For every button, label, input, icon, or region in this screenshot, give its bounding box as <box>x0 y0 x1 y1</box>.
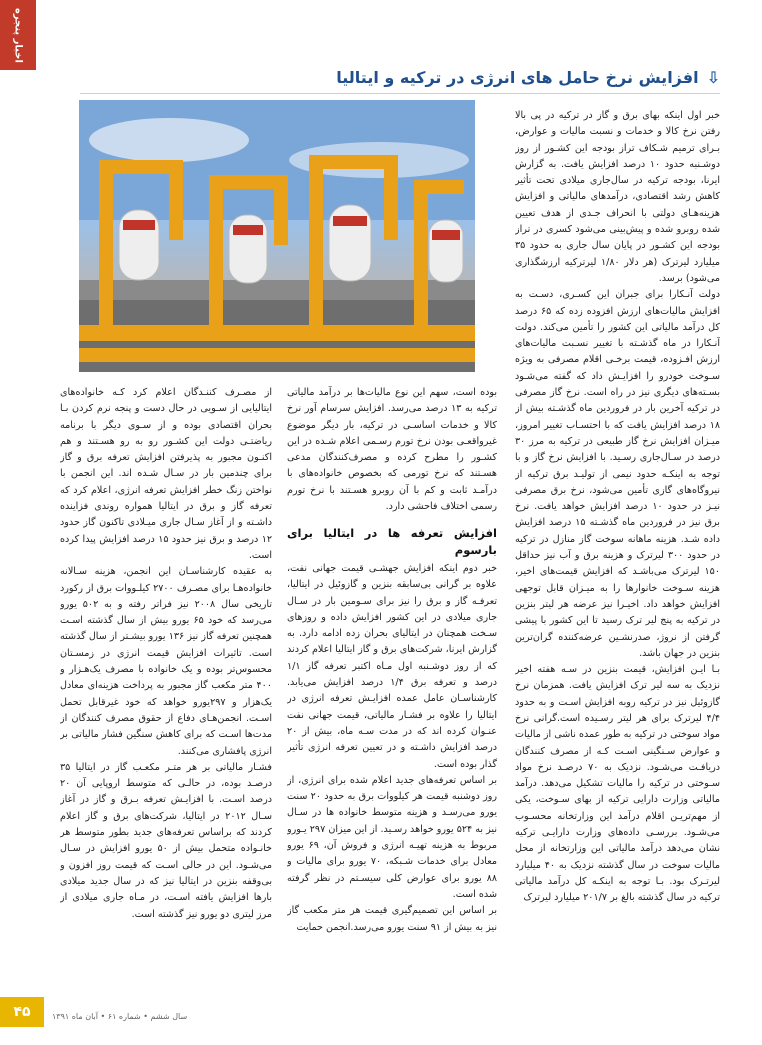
article-headline <box>80 62 720 94</box>
issue-info: سال ششم • شماره ۶۱ • آبان ماه ۱۳۹۱ <box>52 1012 188 1021</box>
paragraph: به عقیده کارشناسـان این انجمن، هزینه سـالانه خانواده‌هـا برای مصـرف ۲۷۰۰ کیلـووات برق از رکورد تاریخی سال ۲۰۰۸ نیز فراتر رفته و به ۵۰۲ یورو می‌رسد که خود ۶۵ یورو بیش از سال گذشته اسـت همچنین تعرفه گاز نیز ۱۳۶ یورو بیشـتر از سال گذشته است. تاثیرات افزایش قیمت انرژی در زمسـتان محسوس‌تر بوده و یک خانواده با مصرف یک‌هـزار و ۴۰۰ متر مکعب گاز مجبور به پرداخت هزینه‌ای معادل یک‌هزار و ۲۹۷یورو خواهد که خود غیرقابل تحمل اسـت. انجمن‌هـای دفاع از حقوق مصرف کنندگان از مدت‌ها اسـت که برای کاهش سنگین فشار مالیاتی بر انرژی پافشاری می‌کنند. <box>60 566 272 757</box>
section-tab: اخبار پنجره <box>0 0 36 70</box>
paragraph: خبر اول اینکه بهای برق و گاز در ترکیه در پی بالا رفتن نرخ کالا و خدمات و نسبت مالیات و عوارض، بـرای ترمیم شـکاف تراز بودجه این کشـور از روز دوشـنبه حدود ۱۰ درصد افزایش یافت. به گزارش ایرنا، بودجه ترکیه در سال‌جاری میلادی تحت تأثیر کاهش رشد اقتصادی، درآمدهای مالیاتی و افزایش هزینه‌هـای دولتی با انحراف جـدی از هدف تعیین شده روبرو شده و پیش‌بینی می‌شود کسری در تراز بودجه این کشـور در پایان سال جاری به حدود ۳۵ میلیارد لیرترک (هر دلار ۱/۸۰ لیرترکیه ارزشگذاری می‌شود) برسد. <box>515 110 720 284</box>
paragraph: بوده است، سهم این نوع مالیات‌ها بر درآمد مالیاتی ترکیه به ۱۳ درصد می‌رسد. افزایش سرسام آور نرخ کالا و خدمات اساسـی در ترکیه، بار دیگر موضوع غیرواقعـی بودن نرخ تورم رسـمی اعلام شـده در این کشـور را مطرح کرده و مصرف‌کنندگان مدعی هسـتند که نرخ تورمی که بخصوص خانواده‌های با درآمـد ثابت و کم با آن روبرو هسـتند با نرخ تورم رسمی اختلاف فاحشی دارد. <box>287 387 497 513</box>
paragraph: بر اساس تعرفه‌های جدید اعلام شده برای انرژی، از روز دوشنبه قیمت هر کیلووات برق به حدود ۲۰ سنت یورو می‌رسـد و هزینه متوسط خانواده ها در سـال نیز به ۵۲۴ یورو خواهد رسـید. از این میزان ۲۹۷ یـورو مربوط به هزینه تهیـه انرژی و فروش آن، ۶۹ یورو معادل برای خدمات شـبکه، ۷۰ یورو برای مالیات و ۸۸ یورو برای عوارض کلی سیسـتم در نظر گرفته شده است. <box>287 774 497 900</box>
paragraph: دولت آنـکارا برای جبران این کسـری، دسـت به افزایش مالیات‌های ارزش افزوده زده که ۶۵ درصد کل درآمد مالیاتی این کشور را تأمین می‌کند. دولت آنـکارا در ماه گذشـته با تغییر نسـبت مالیات‌های ارزش افـزوده، قیمت برخـی اقلام مصرفی به ویژه سـوخت خودرو را افزایـش داد که گفته می‌شـود بسـته‌های دیگری نیز در راه است. نرخ گاز مصرفی در ترکیه آخرین بار در فروردین ماه گذشـته بیش از ۱۸ درصد افزایش یافت که با احتسـاب تغییر امروز، میـزان افزایش نرخ گاز طبیعی در ترکیه به مرز ۳۰ درصد در سـال‌جاری رسـید. با افزایش نرخ گاز و با توجه به اینکـه حدود نیمی از تولیـد برق ترکیه از نیروگاه‌های گازی تأمین می‌شود، نرخ برق مصرفی نیـز در حدود ۱۰ درصد افزایش خواهد یافت. نرخ برق نیز در فروردین ماه گذشـته ۱۵ درصد افزایش داده شـد. هزینه ماهانه سوخت گاز منازل در ترکیه در حدود ۳۰۰ لیرترک و هزینه برق و آب نیز حداقل ۱۵۰ لیرترک می‌باشـد که افزایش قیمت‌های اخیر، هزینه سـوخت خانوارها را به میـزان قابل توجهی افزایش خواهد داد. اخیـرا نیز عرضه هر لیتر بنزین در ترکیه به پنج لیر ترک رسید تا این کشور با پیشی گرفتن از نروژ، صدرنشـین عرضه‌کننده گران‌ترین بنزین در جهان باشد. <box>515 289 720 659</box>
page-footer <box>0 997 762 1027</box>
page-number: ۴۵ <box>0 997 44 1027</box>
column-right <box>515 108 720 988</box>
column-left <box>60 385 272 985</box>
chevron-double-down-icon: ⇩ <box>706 68 720 87</box>
gas-pipeline-photo <box>79 100 475 372</box>
pipeline-illustration <box>79 100 475 372</box>
article-title: افزایش نرخ حامل های انرژی در ترکیه و ایتالیا <box>336 68 699 87</box>
paragraph: فشـار مالیاتی بر هر متـر مکعـب گاز در ایتالیا ۳۵ درصـد بوده، در حالـی که متوسط اروپایی آن ۲۰ درصد اسـت. با افزایـش تعرفه بـرق و گاز در آغاز سـال ۲۰۱۲ در ایتالیا، شرکت‌های برق و گاز اعلام کردند که براساس تعرفه‌های جدید بطور متوسط هر خانـواده متحمل بیش از ۵۰ یورو افزایش در سـال می‌شـود. این در حالی اسـت که قیمت روز افزون و بی‌وقفه بنزین در ایتالیا نیز که در سال جدید میلادی بارها افزایش یافته اسـت، در مـاه جاری میلادی از مرز لیتری دو یورو نیز گذشته است. <box>60 761 272 920</box>
section-heading: افزایش تعرفه ها در ایتالیا برای بارسوم <box>287 526 497 557</box>
paragraph: بـا ایـن افزایش، قیمت بنزین در سـه هفته اخیر نزدیک به سه لیر ترک افزایش یافت. همزمان نرخ گازوئیل نیز در ترکیه روبه افزایش اسـت و به حدود ۴/۴ لیرترک برای هر لیتر رسـیده است.گرانی نرخ مواد سوختی در ترکیه به طور عمده ناشی از مالیات و عوارض سـنگینی اسـت کـه از مصرف کنندگان دریافـت می‌شـود. نزدیک به ۷۰ درصـد نرخ مواد سـوختی در ترکیه را مالیات تشکیل می‌دهد. درآمد مالیاتی وزارت دارایی ترکیه از بهای سـوخت، یکی از مهم‌تریـن اقلام درآمد این وزارتخانه محسـوب می‌شـود. بررسـی داده‌های وزارت دارایـی ترکیه نشان می‌دهد درآمد مالیاتی این وزارتخانه از محل مالیات سوخت در سال گذشته نزدیک به ۴۰ میلیارد لیرتـرک بود. بـا توجه به اینکـه کل درآمد مالیاتی ترکیه در سال گذشته بالغ بر ۲۰۱/۷ میلیارد لیرترک <box>515 664 720 904</box>
column-middle <box>287 385 497 985</box>
paragraph: خبر دوم اینکه افزایش جهشـی قیمت جهانی نفت، علاوه بر گرانی بی‌سابقه بنزین و گازوئیل در ایتالیا، تعرفـه گاز و برق را نیز برای سـومین بار در سـال جاری میلادی در این کشور افزایش داده و روزهای سـخت همچنان در ایتالیای بحران زده ادامه دارد. به گزارش ایرنا، شرکت‌های برق و گاز ایتالیا اعلام کردند که از روز دوشـنبه اول مـاه اکتبر تعرفه گاز ۱/۱ درصد و تعرفه برق ۱/۴ درصد افزایش می‌یابد. کارشناسـان عامل عمده افزایـش تعرفه انرژی در ایتالیا را علاوه بر فشـار مالیاتی، قیمت جهانی نفت عنـوان کرده اند که در مدت سـه ماه، بیش از ۲۰ درصد افزایش داشـته و در تعیین تعرفه انرژی تأثیر گذار بوده است. <box>287 562 497 770</box>
paragraph: از مصـرف کننـدگان اعلام کرد کـه خانواده‌های ایتالیایی از سـویی در حال دست و پنجه نرم کردن بـا بحران اقتصادی بوده و از سـوی دیگر با برنامه ریاضتـی دولت این کشـور رو به رو هسـتند و هم اکنـون مجبور به پذیرفتن افزایش تعرفه برق و گاز برای چندمین بار در سـال شـده اند. این انجمن با نواختن زنگ خطر افزایش تعرفه انرژی، اعلام کرد که تعرفه گاز و برق در ایتالیا همواره روندی فزاینده داشـته و از آغاز سـال جاری میـلادی تاکنون گاز حدود ۱۲ درصد و برق نیز حدود ۱۵ درصد افزایش پیدا کرده است. <box>60 387 272 561</box>
paragraph: بر اساس این تصمیم‌گیری قیمت هر متر مکعب گاز نیز به بیش از ۹۱ سنت یورو می‌رسد.انجمن حمایت <box>287 905 497 933</box>
